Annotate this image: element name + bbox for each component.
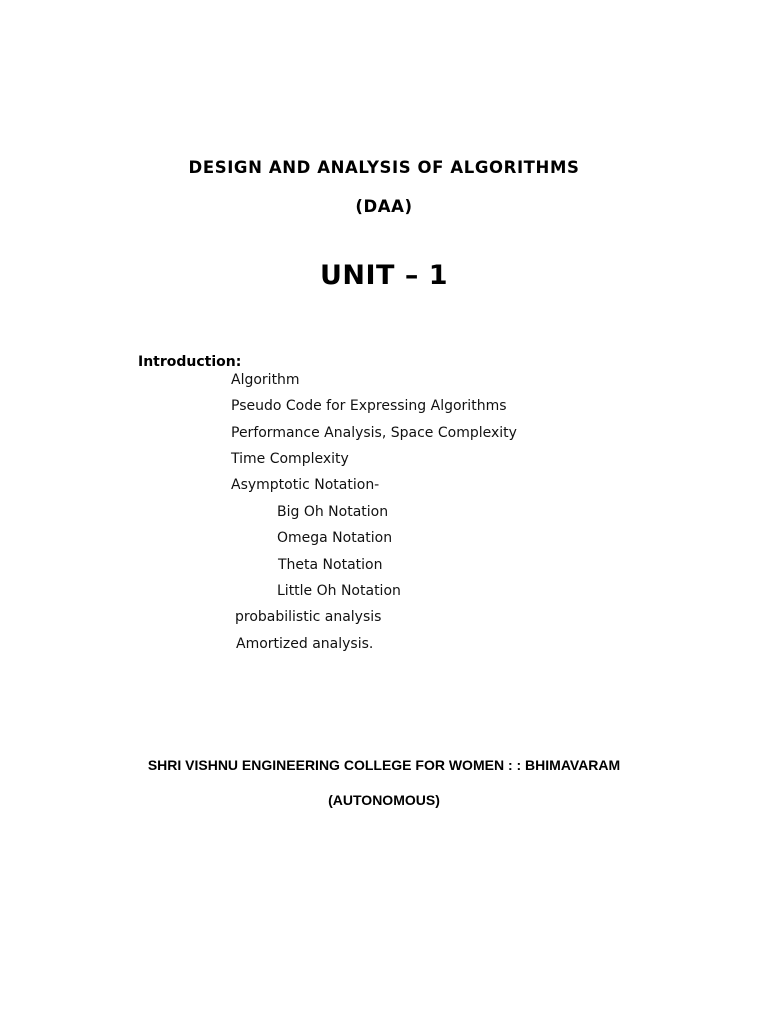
subtopic-big-oh: Big Oh Notation (277, 504, 389, 520)
topic-pseudo-code: Pseudo Code for Expressing Algorithms (231, 398, 507, 414)
topic-algorithm: Algorithm (231, 372, 300, 388)
topic-time-complexity: Time Complexity (231, 451, 349, 467)
unit-heading: UNIT – 1 (319, 260, 449, 291)
subtopic-omega: Omega Notation (277, 530, 393, 546)
subtopic-little-oh: Little Oh Notation (277, 583, 401, 599)
document-subtitle: (DAA) (355, 197, 413, 216)
document-title: DESIGN AND ANALYSIS OF ALGORITHMS (188, 158, 580, 177)
topic-amortized-analysis: Amortized analysis. (236, 636, 374, 652)
subtopic-theta: Theta Notation (278, 557, 383, 573)
topic-asymptotic-notation: Asymptotic Notation- (231, 477, 380, 493)
introduction-heading: Introduction: (138, 354, 242, 370)
topic-performance-analysis: Performance Analysis, Space Complexity (231, 425, 517, 441)
autonomous-label: (AUTONOMOUS) (328, 792, 440, 808)
topic-probabilistic-analysis: probabilistic analysis (235, 609, 382, 625)
college-name: SHRI VISHNU ENGINEERING COLLEGE FOR WOMEN : : BHIMAVARAM (147, 757, 621, 773)
